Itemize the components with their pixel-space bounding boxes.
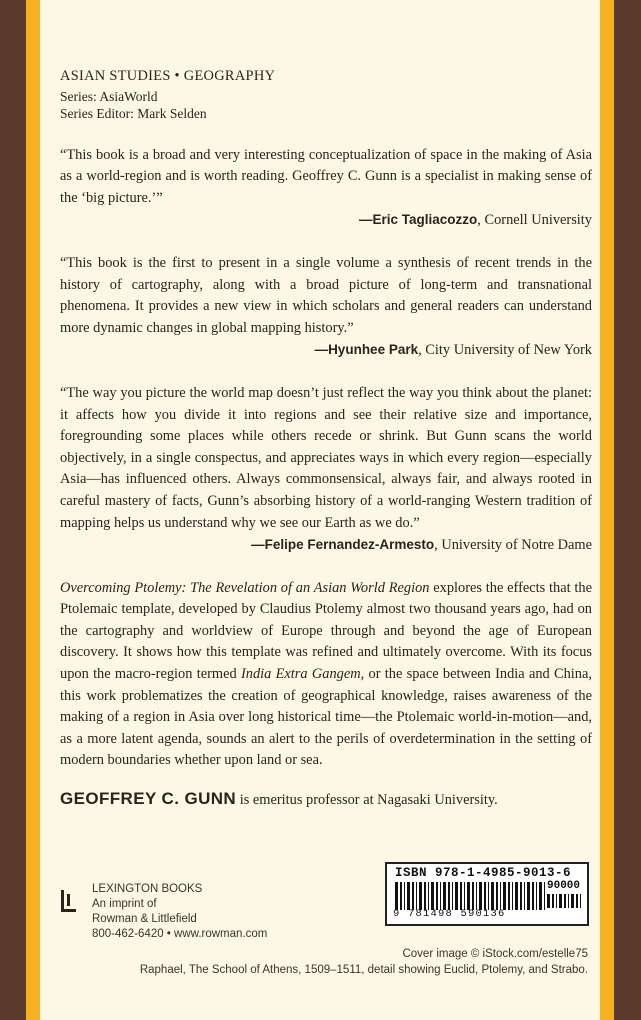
publisher-contact: 800-462-6420 • www.rowman.com <box>92 928 268 940</box>
blurb-3-name: —Felipe Fernandez-Armesto <box>251 537 435 553</box>
author-name: GEOFFREY C. GUNN <box>60 789 237 809</box>
barcode-digits: 9 781498 590136 <box>393 908 506 920</box>
left-border-gold <box>26 0 40 1020</box>
blurb-3: “The way you picture the world map doesn’t just reflect the way you think about the planet: it affects how you divide it into regions and see their relative size and importance, foregrounding some places while others recede or shrink. But Gunn scans the world objectively, in a single conspectus, and appreciates ways in which every region—especially Asia—has influenced others. Always commonsensical, always fair, and always rooted in careful mastery of facts, Gunn’s absorbing history of a world-ranging Western tradition of mapping helps us understand why we see our Earth as we do.” <box>60 384 592 531</box>
credit-line-2: Raphael, The School of Athens, 1509–1511, detail showing Euclid, Ptolemy, and Strabo. <box>139 963 588 976</box>
author-bio-text: is emeritus professor at Nagasaki University. <box>236 792 498 809</box>
blurb-1-name: —Eric Tagliacozzo <box>359 212 478 228</box>
blurb-3-affiliation: , University of Notre Dame <box>434 537 592 554</box>
isbn-number: ISBN 978-1-4985-9013-6 <box>395 866 572 880</box>
cover-image-credit <box>140 947 588 978</box>
imprint-line-1: An imprint of <box>92 898 157 910</box>
blurb-2: “This book is the first to present in a single volume a synthesis of recent trends in the history of cartography, along with a broad picture of long-term and transnational phenomena. It provides a new view in which scholars and general readers can understand more dynamic changes in global mapping history.” <box>60 254 592 336</box>
blurb-2-name: —Hyunhee Park <box>314 342 419 358</box>
book-title: Overcoming Ptolemy: The Revelation of an Asian World Region <box>60 579 430 596</box>
series-editor-line: Series Editor: Mark Selden <box>60 106 207 122</box>
category-line: ASIAN STUDIES • GEOGRAPHY <box>60 68 276 84</box>
blurb-2-affiliation: , City University of New York <box>418 342 592 359</box>
author-bio <box>60 788 592 812</box>
blurb-1: “This book is a broad and very interesting conceptualization of space in the making of Asia as a world-region and is worth reading. Geoffrey C. Gunn is a specialist in making sense of the ‘big picture.’” <box>60 146 592 206</box>
series-line: Series: AsiaWorld <box>60 88 158 104</box>
publisher-name: LEXINGTON BOOKS <box>92 883 203 895</box>
book-description <box>60 578 592 772</box>
cover-footer <box>40 866 600 1020</box>
blurb-1-affiliation: , Cornell University <box>477 212 592 229</box>
publisher-info <box>92 882 267 942</box>
description-part-1: explores the effects that the Ptolemaic template, developed by Claudius Ptolemy almost two thousand years ago, had on the cartography and worldview of Europe through and beyond the age of European discovery. It shows how this template was refined and ultimately overcome. With its focus upon the macro-region termed <box>60 579 592 683</box>
isbn-barcode <box>385 862 589 926</box>
addon-bars <box>547 894 581 908</box>
barcode-bars <box>395 882 545 910</box>
credit-line-1: Cover image © iStock.com/estelle75 <box>402 948 588 960</box>
blurb-2-attribution <box>60 339 592 362</box>
cover-text <box>60 66 592 812</box>
isbn-addon-code: 90000 <box>547 880 581 892</box>
back-cover-panel <box>40 0 600 1020</box>
right-border-gold <box>600 0 614 1020</box>
description-part-2: , or the space between India and China, this work problematizes the creation of geographical knowledge, raises awareness of the making of a region in Asia over long historical time—the Ptolemaic world-in-motion—and, as a more latent agenda, sounds an alert to the perils of overdetermination in the setting of modern boundaries whether upon land or sea. <box>60 666 592 769</box>
imprint-line-2: Rowman & Littlefield <box>92 913 197 925</box>
publisher-logo-icon <box>58 886 80 916</box>
region-term: India Extra Gangem <box>240 666 361 683</box>
blurb-3-attribution <box>60 534 592 557</box>
blurb-1-attribution <box>60 209 592 232</box>
right-border-brown <box>614 0 641 1020</box>
left-border-brown <box>0 0 26 1020</box>
